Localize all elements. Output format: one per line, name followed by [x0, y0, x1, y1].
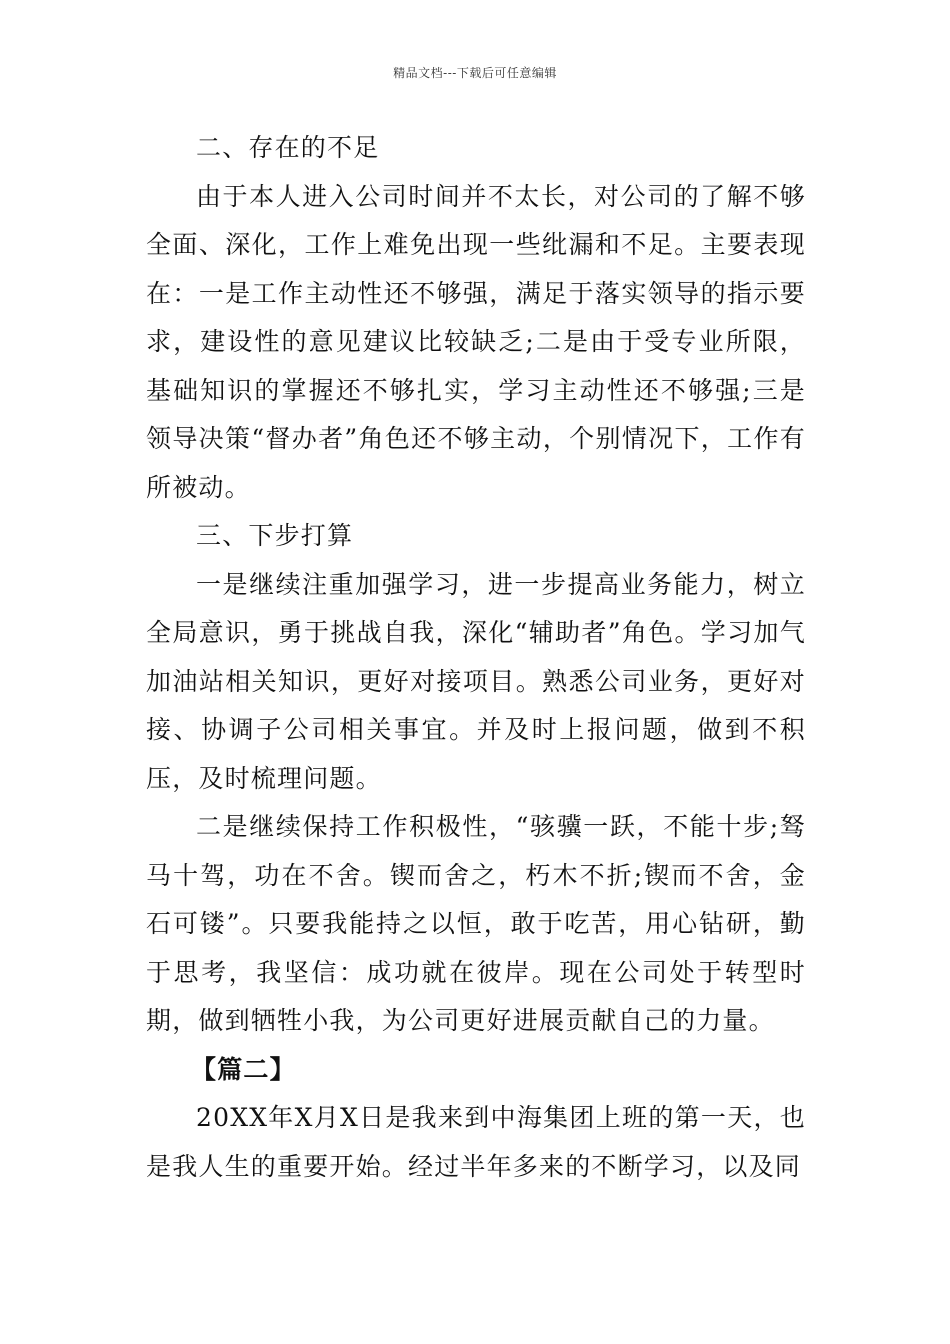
section-heading-shortcomings: 二、存在的不足	[196, 133, 380, 162]
part-two-heading: 【篇二】	[191, 1054, 296, 1084]
paragraph-plan-two: 二是继续保持工作积极性，“骇骥一跃，不能十步;驽马十驾，功在不舍。锲而舍之，朽木不折;锲而不舍，金石可镂”。只要我能持之以恒，敢于吃苦，用心钻研，勤于思考，我坚信：成功就在彼岸。现在公司处于转型时期，做到牺牲小我，为公司更好进展贡献自己的力量。	[146, 812, 806, 1035]
paragraph-plan-one: 一是继续注重加强学习，进一步提高业务能力，树立全局意识，勇于挑战自我，深化“辅助者”角色。学习加气加油站相关知识，更好对接项目。熟悉公司业务，更好对接、协调子公司相关事宜。并及时上报问题，做到不积压，及时梳理问题。	[146, 569, 806, 793]
paragraph-shortcomings: 由于本人进入公司时间并不太长，对公司的了解不够全面、深化，工作上难免出现一些纰漏和不足。主要表现在：一是工作主动性还不够强，满足于落实领导的指示要求，建设性的意见建议比较缺乏;二是由于受专业所限，基础知识的掌握还不够扎实，学习主动性还不够强;三是领导决策“督办者”角色还不够主动，个别情况下，工作有所被动。	[146, 181, 806, 502]
section-heading-next-plans: 三、下步打算	[196, 521, 354, 550]
page-header: 精品文档---下载后可任意编辑	[393, 66, 557, 80]
document-body	[146, 124, 806, 1191]
paragraph-part-two-intro: 20XX年X月X日是我来到中海集团上班的第一天，也是我人生的重要开始。经过半年多来的不断学习，以及同	[146, 1103, 806, 1181]
